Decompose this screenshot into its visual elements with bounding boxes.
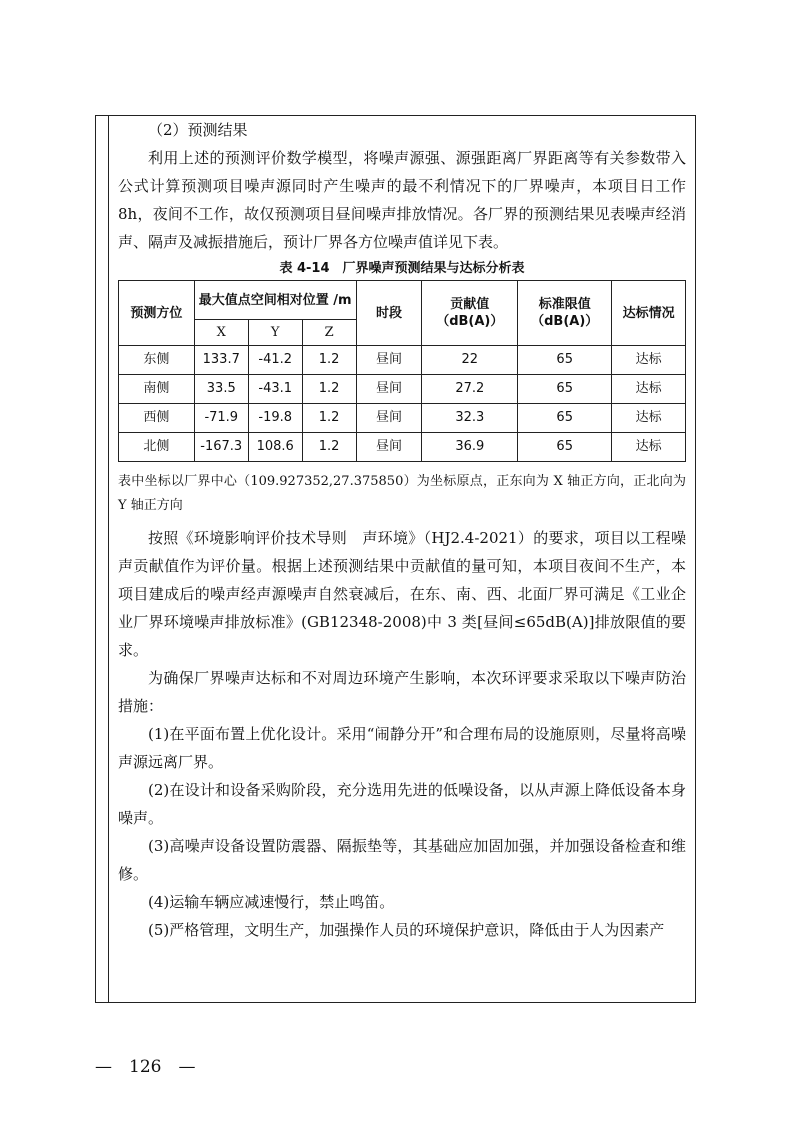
intro-paragraph: 利用上述的预测评价数学模型，将噪声源强、源强距离厂界距离等有关参数带入公式计算预测项目噪声源同时产生噪声的最不利情况下的厂界噪声，本项目日工作 8h，夜间不工作，故仅预测项目昼间噪声排放情况。各厂界的预测结果见表噪声经消声、隔声及减振措施后，预计厂界各方位噪声值详见下表。 (118, 149, 686, 251)
measures-intro: 为确保厂界噪声达标和不对周边环境产生影响，本次环评要求采取以下噪声防治措施： (118, 669, 686, 715)
table-row (119, 375, 686, 404)
subheading: （2）预测结果 (148, 121, 248, 139)
header-limit: 标准限值（dB(A)） (518, 281, 612, 346)
cell-z: 1.2 (302, 404, 356, 433)
cell-limit: 65 (518, 404, 612, 433)
cell-x: 33.5 (194, 375, 248, 404)
cell-y: 108.6 (248, 433, 302, 462)
cell-x: -167.3 (194, 433, 248, 462)
cell-x: -71.9 (194, 404, 248, 433)
cell-period: 昼间 (356, 433, 422, 462)
cell-direction: 西侧 (119, 404, 195, 433)
table-row (119, 346, 686, 375)
header-contribution: 贡献值（dB(A)） (422, 281, 518, 346)
header-position: 最大值点空间相对位置 /m (194, 281, 356, 320)
header-direction: 预测方位 (119, 281, 195, 346)
cell-direction: 东侧 (119, 346, 195, 375)
header-z: Z (302, 320, 356, 346)
header-period: 时段 (356, 281, 422, 346)
header-x: X (194, 320, 248, 346)
cell-x: 133.7 (194, 346, 248, 375)
cell-period: 昼间 (356, 346, 422, 375)
cell-contribution: 32.3 (422, 404, 518, 433)
cell-direction: 北侧 (119, 433, 195, 462)
measure-item: (1)在平面布置上优化设计。采用“闹静分开”和合理布局的设施原则，尽量将高噪声源远离厂界。 (118, 725, 686, 771)
cell-status: 达标 (612, 433, 686, 462)
cell-limit: 65 (518, 433, 612, 462)
table-row (119, 433, 686, 462)
evaluation-paragraph: 按照《环境影响评价技术导则 声环境》（HJ2.4-2021）的要求，项目以工程噪声贡献值作为评价量。根据上述预测结果中贡献值的量可知，本项目夜间不生产，本项目建成后的噪声经声源噪声自然衰减后，在东、南、西、北面厂界可满足《工业企业厂界环境噪声排放标准》(GB12348-2008)中 3 类[昼间≤65dB(A)]排放限值的要求。 (118, 529, 686, 659)
cell-contribution: 36.9 (422, 433, 518, 462)
cell-period: 昼间 (356, 375, 422, 404)
cell-contribution: 27.2 (422, 375, 518, 404)
cell-status: 达标 (612, 404, 686, 433)
cell-z: 1.2 (302, 375, 356, 404)
measure-item: (2)在设计和设备采购阶段，充分选用先进的低噪设备，以从声源上降低设备本身噪声。 (118, 781, 686, 827)
cell-contribution: 22 (422, 346, 518, 375)
cell-limit: 65 (518, 375, 612, 404)
cell-y: -43.1 (248, 375, 302, 404)
cell-y: -19.8 (248, 404, 302, 433)
table-caption: 表 4-14 厂界噪声预测结果与达标分析表 (279, 261, 525, 276)
header-status: 达标情况 (612, 281, 686, 346)
frame-margin-rule (108, 115, 109, 1003)
page-number: — 126 — (95, 1057, 196, 1077)
cell-z: 1.2 (302, 433, 356, 462)
cell-direction: 南侧 (119, 375, 195, 404)
cell-status: 达标 (612, 375, 686, 404)
header-y: Y (248, 320, 302, 346)
cell-status: 达标 (612, 346, 686, 375)
table-row (119, 404, 686, 433)
measure-item: (3)高噪声设备设置防震器、隔振垫等，其基础应加固加强，并加强设备检查和维修。 (118, 837, 686, 883)
cell-z: 1.2 (302, 346, 356, 375)
cell-limit: 65 (518, 346, 612, 375)
cell-y: -41.2 (248, 346, 302, 375)
measure-item: (5)严格管理，文明生产，加强操作人员的环境保护意识，降低由于人为因素产 (148, 921, 665, 939)
table-note: 表中坐标以厂界中心（109.927352,27.375850）为坐标原点，正东向为 X 轴正方向，正北向为 Y 轴正方向 (118, 474, 686, 513)
noise-results-table (118, 280, 686, 462)
cell-period: 昼间 (356, 404, 422, 433)
page-content (118, 116, 686, 944)
measure-item: (4)运输车辆应减速慢行，禁止鸣笛。 (148, 893, 395, 911)
